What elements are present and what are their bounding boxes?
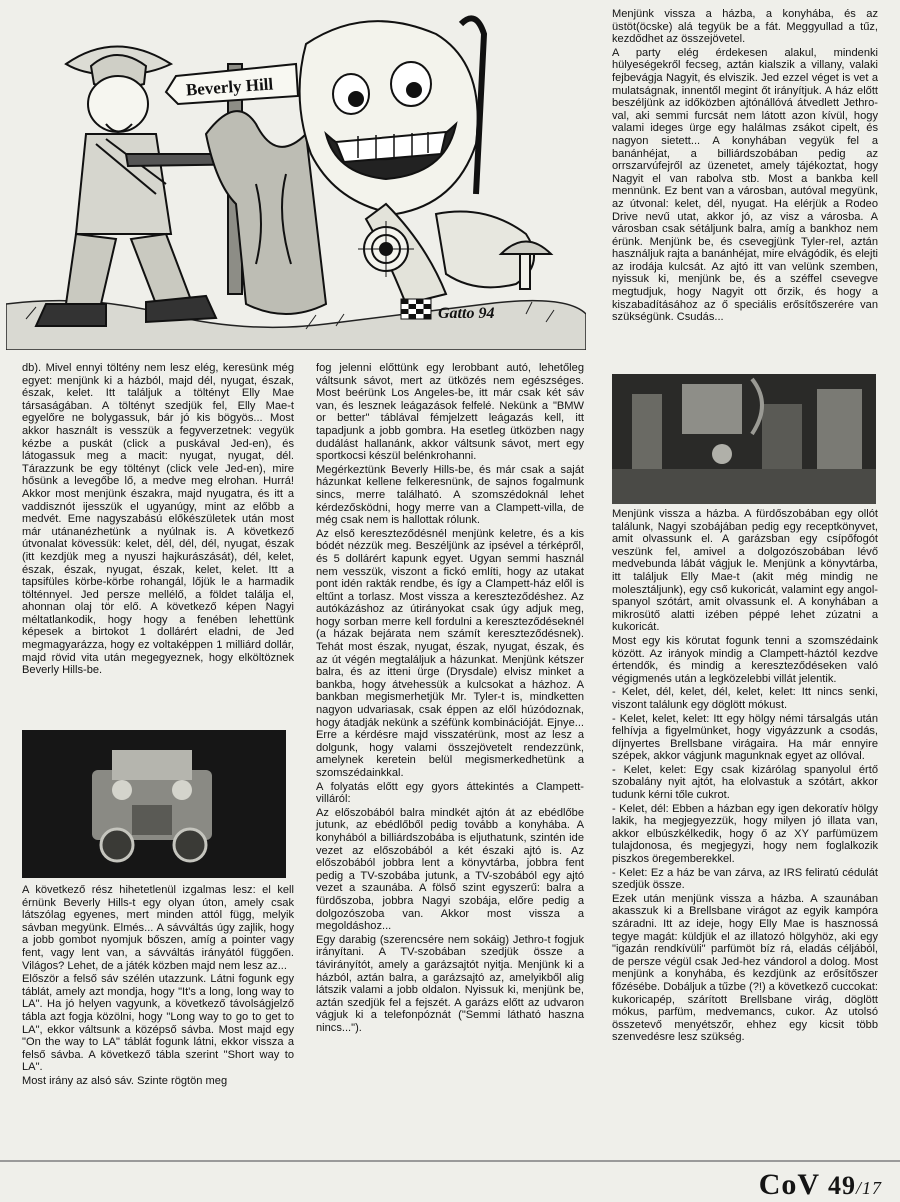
sign-text: Beverly Hill — [185, 74, 274, 100]
article-column-1 — [22, 362, 294, 678]
paragraph: A folyatás előtt egy gyors áttekintés a Clampett-villáról: — [316, 780, 584, 806]
paragraph: Egy darabig (szerencsére nem sokáig) Jethro-t fogjuk irányítani. A TV-szobában szedjük össze a távirányítót, amely a garázsajtót nyitja. Menjünk ki a házból, aztán balra, a garázsajtó az, amelyikből alig látszik valami a jobb oldalon. Nyissuk ki, menjünk be, aztán szedjük fel a fejszét. A garázs előtt az udvaron vágjuk ki a telefonpóznát ("Semmi látható haszna nincs..."). — [316, 933, 584, 1034]
paragraph: Menjünk vissza a házba, a konyhába, és az üstöt(öcske) alá tegyük be a fát. Meggyullad a tűz, kezdődhet az összejövetel. — [612, 8, 878, 46]
article-column-1-cont — [22, 884, 294, 1089]
paragraph: A party elég érdekesen alakul, mindenki hülyeségekről fecseg, aztán kialszik a villany, valaki fejbevágja Nagyit, és elviszik. Jed ezzel véget is vet a mulatságnak, innentől megint őt irányítjuk. A ház előtt beszéljünk az időközben ajtónállóvá átvedlett Jethro-val, aki semmi furcsát nem látott azon kívül, hogy valami ideges ürge egy halálmas zsákot cipelt, és nagyon sietett... A konyhában vegyük fel a banánhéjat, a billiárdszobában pedig az orrszarvúfejről az üzenetet, amely tájékoztat, hogy Nagyit el van rabolva stb. Most a bankba kell mennünk. Ez bent van a városban, autóval megyünk, az útvonal: kelet, dél, nyugat. Ha elérjük a Rodeo Drive nevű utat, akkor jó, az visz a városba. A városban csak sétáljunk balra, amíg a bankhoz nem érünk. Menjünk be, és csevegjünk Tyler-rel, aztán használjuk rajta a banánhéjat, mire elvágódik, és elejti az irodája kulcsát. Az ajtó itt van velünk szemben, nyissuk ki, menjünk be, és a széffel csevegve megtudjuk, hogy Nagyit ott őrzik, és hogy a kiszabadításához az ő speciális erősítőszerére van szükségünk. Csudás... — [612, 46, 878, 324]
article-column-2 — [316, 362, 584, 1035]
magazine-logo: CoV — [758, 1168, 820, 1201]
game-screenshot-room — [612, 374, 876, 504]
paragraph: Megérkeztünk Beverly Hills-be, és már csak a saját házunkat kellene felkeresnünk, de sajnos fogalmunk sincs, merre található. A szomszédoknál lehet kérdezősködni, hogy merre van a Clampett-villa, de még csak nem is hallottak rólunk. — [316, 463, 584, 527]
paragraph: Először a felső sáv szélén utazzunk. Látni fogunk egy táblát, amely azt mondja, hogy "It's a long, long way to LA". Ha jó helyen vagyunk, a következő távolságjelző tábla azt fogja közölni, hogy "Long way to go to get to LA", ekkor váltsunk a középső sávba. Most majd egy "On the way to LA" táblát fogunk látni, ekkor vissza a felső sávba. A következő tábla szerint "Short way to LA". — [22, 973, 294, 1074]
article-column-3 — [612, 8, 878, 325]
game-screenshot-car — [22, 730, 286, 878]
cartoon-illustration — [6, 4, 586, 350]
paragraph: A következő rész hihetetlenül izgalmas lesz: el kell érnünk Beverly Hills-t egy olyan úton, amely csak látszólag egyenes, mert minden attól függ, melyik sávban megyünk. Elmés... A sávváltás úgy zajlik, hogy a jobb gombot nyomjuk bőszen, amíg a pointer vagy fent, vagy lent van, a sávváltás irányától függően. Világos? Lehet, de a játék közben majd nem lesz az... — [22, 884, 294, 972]
footer-rule — [0, 1160, 900, 1162]
list-item: - Kelet, kelet, kelet: Itt egy hölgy némi társalgás után felhívja a figyelmünket, hogy vigyázzunk a csodás, díjnyertes Brellsbane virágaira. Ha már ennyire szépek, akkor vágjunk magunknak egyet az ollóval. — [612, 712, 878, 763]
page-number: 49 — [827, 1171, 856, 1200]
paragraph: Most egy kis körutat fogunk tenni a szomszédaink között. Az irányok mindig a Clampett-háztól kezdve értendők, és mindig a kereszteződéseken való végigmenés után a legközelebbi villát jelentik. — [612, 634, 878, 685]
list-item: - Kelet, dél: Ebben a házban egy igen dekoratív hölgy lakik, ha megjegyezzük, hogy milyen jó illata van, akkor elbúszkélkedik, hogy ő az XY parfümüzem tulajdonosa, és megjegyzi, hogy nem foglalkozik piszkos öregemberekkel. — [612, 802, 878, 866]
list-item: - Kelet, kelet: Egy csak kizárólag spanyolul értő szobalány nyit ajtót, ha elolvastuk a szótárt, akkor tudunk kérni tőle cukrot. — [612, 763, 878, 802]
article-column-3-cont — [612, 508, 878, 1045]
sub-page-number: /17 — [855, 1178, 882, 1198]
paragraph: Menjünk vissza a házba. A fürdőszobában egy ollót találunk, Nagyi szobájában pedig egy receptkönyvet, amit olvassunk el. A garázsban egy csípőfogót veszünk fel, amivel a dolgozószobában lévő medvebunda lábát vágjuk le. Menjünk a könyvtárba, itt találjuk Elly Mae-t (akit még mindig ne molesztáljunk), egy cső kukoricát, valamint egy angol-spanyol szótárt, amit olvassunk el. A konyhában a mikrosütő alatti izében péppé lehet zúzatni a kukoricát. — [612, 508, 878, 634]
paragraph: Az első kereszteződésnél menjünk keletre, és a kis bódét nézzük meg. Beszéljünk az ipsével a térképről, és 5 dollárért kapunk egyet. Ugyan semmi használ nem vesszük, viszont a fickó említi, hogy az utakat pont idén rakták rendbe, és így a Clampett-ház elől is eltűnt a torlasz. Most vissza a kereszteződéshez. Az autókázáshoz az útirányokat csak úgy adjuk meg, hogy sorban merre kell fordulni a kereszteződéseknél (a házak bejárata nem számít kereszteződésnek). Tehát most észak, nyugat, észak, nyugat, észak, és az út végén megtaláljuk a házunkat. Menjünk kétszer balra, és az itteni ürge (Drysdale) elvisz minket a bankba, hogy átvehessük a kulcsokat a házhoz. A bankban megismerhetjük Mr. Tyler-t is, mindketten nagyon udvariasak, csak éppen az elől húzódoznak, hogy átadják nekünk a széfünk kombinációját. Ejnye... Erre a kérdésre majd visszatérünk, most az lesz a dolgunk, hogy valami összejövetelt rendezzünk, amelynek keretein belül megismerkedhetünk a szomszédainkkal. — [316, 527, 584, 779]
checkered-flag — [401, 299, 431, 319]
paragraph: Most irány az alsó sáv. Szinte rögtön meg — [22, 1074, 228, 1087]
paragraph: Ezek után menjünk vissza a házba. A szaunában akasszuk ki a Brellsbane virágot az egyik kampóra száradni. Itt az ideje, hogy Elly Mae is hasznossá tegye magát: küldjük el az illatozó hölgyhöz, aki egy "igazán rendkívüli" parfümöt bíz rá, eladás céljából, de persze végül csak Jed-hez vándorol a dolog. Most menjünk a konyhába, és kezdjünk az erősítőszer főzésébe. Dobáljuk a tűzbe (?!) a következő cuccokat: kukoricapép, szárított Brellsbane virág, döglött mókus, parfüm, medvemancs, cukor. Az utolsó összetevő menyétszőr, ehhez egy kicsit több szenvedésre lesz szükség. — [612, 892, 878, 1044]
page-footer — [759, 1168, 882, 1202]
paragraph: fog jelenni előttünk egy lerobbant autó, lehetőleg váltsunk sávot, mert az ütközés nem egészséges. Most beérünk Los Angeles-be, itt már csak két sáv van, és lesznek leágazások felfelé. Nekünk a "BMW or better" táblával fémjelzett leágazás kell, itt tapadjunk a jobb gombra. Ha esetleg ütközben nagy dudálást hallanánk, akkor váltsunk sávot, mert egy sportkocsi készül belénkrohanni. — [316, 362, 584, 463]
artist-signature: Gatto 94 — [438, 305, 495, 322]
paragraph: db). Mivel ennyi töltény nem lesz elég, keresünk még egyet: menjünk ki a házból, majd dél, nyugat, észak, észak, kelet. Itt találjuk a töltényt Elly Mae társaságában. A töltényt szedjük fel, Elly Mae-t egyelőre ne bolygassuk, bár jó kis bögyös... Most akkor használt is vesszük a fegyverzetnek: vegyük kézbe a puskát (click a puskával Jed-en), és látogassuk meg a macit: nyugat, nyugat, dél. Tárazzunk be egy töltényt (click vele Jed-en), mire hősünk a levegőbe lő, a medve meg elrohan. Hurrá! Akkor most menjünk északra, majd nyugatra, és itt a vaddisznót ijesszük el ugyanúgy, mint az előbb a medvét. Eme nagyszabású előkészületek után most már utánanézhetünk a nyúlnak is. A következő útvonalat kövessük: kelet, dél, dél, dél, nyugat, észak (itt kezdjük meg a nyuszi hajkurászását), dél, kelet, észak, észak, nyugat, észak, kelet, kelet. Itt a tapsifüles körbe-körbe rohangál, lőjük le a harmadik tölténnyel. Jed persze mellélő, a földet találja el, ahonnan olaj tör elő. A következő képen Nagyi méltatlankodik, hogy hogy a fenében lehettünk képesek a birtokot 1 dollárért eladni, de Jed megmagyarázza, hogy ez voltaképpen 1 milliárd dollár, majd rövid vita után megegyeznek, hogy elköltöznek Beverly Hills-be. — [22, 362, 294, 677]
paragraph: Az előszobából balra mindkét ajtón át az ebédlőbe jutunk, az ebédlőből pedig tovább a konyhába. A konyhából a billiárdszobába is eljuthatunk, szintén ide vezet az előszobából a két északi ajtó is. Az előszobából jobbra lent a könyvtárba, jobbra fent pedig a TV-szobába jutunk, a TV-szobából egy ajtó vezet a szaunába. A fölső szint egyszerű: balra a fürdőszoba, jobbra Nagyi szobája, előre pedig a dolgozószoba van. Akkor most vissza a megoldáshoz... — [316, 806, 584, 933]
list-item: - Kelet: Ez a ház be van zárva, az IRS feliratú cédulát szedjük össze. — [612, 866, 878, 892]
list-item: - Kelet, dél, kelet, dél, kelet, kelet: Itt nincs senki, viszont találunk egy döglött mókust. — [612, 686, 878, 711]
